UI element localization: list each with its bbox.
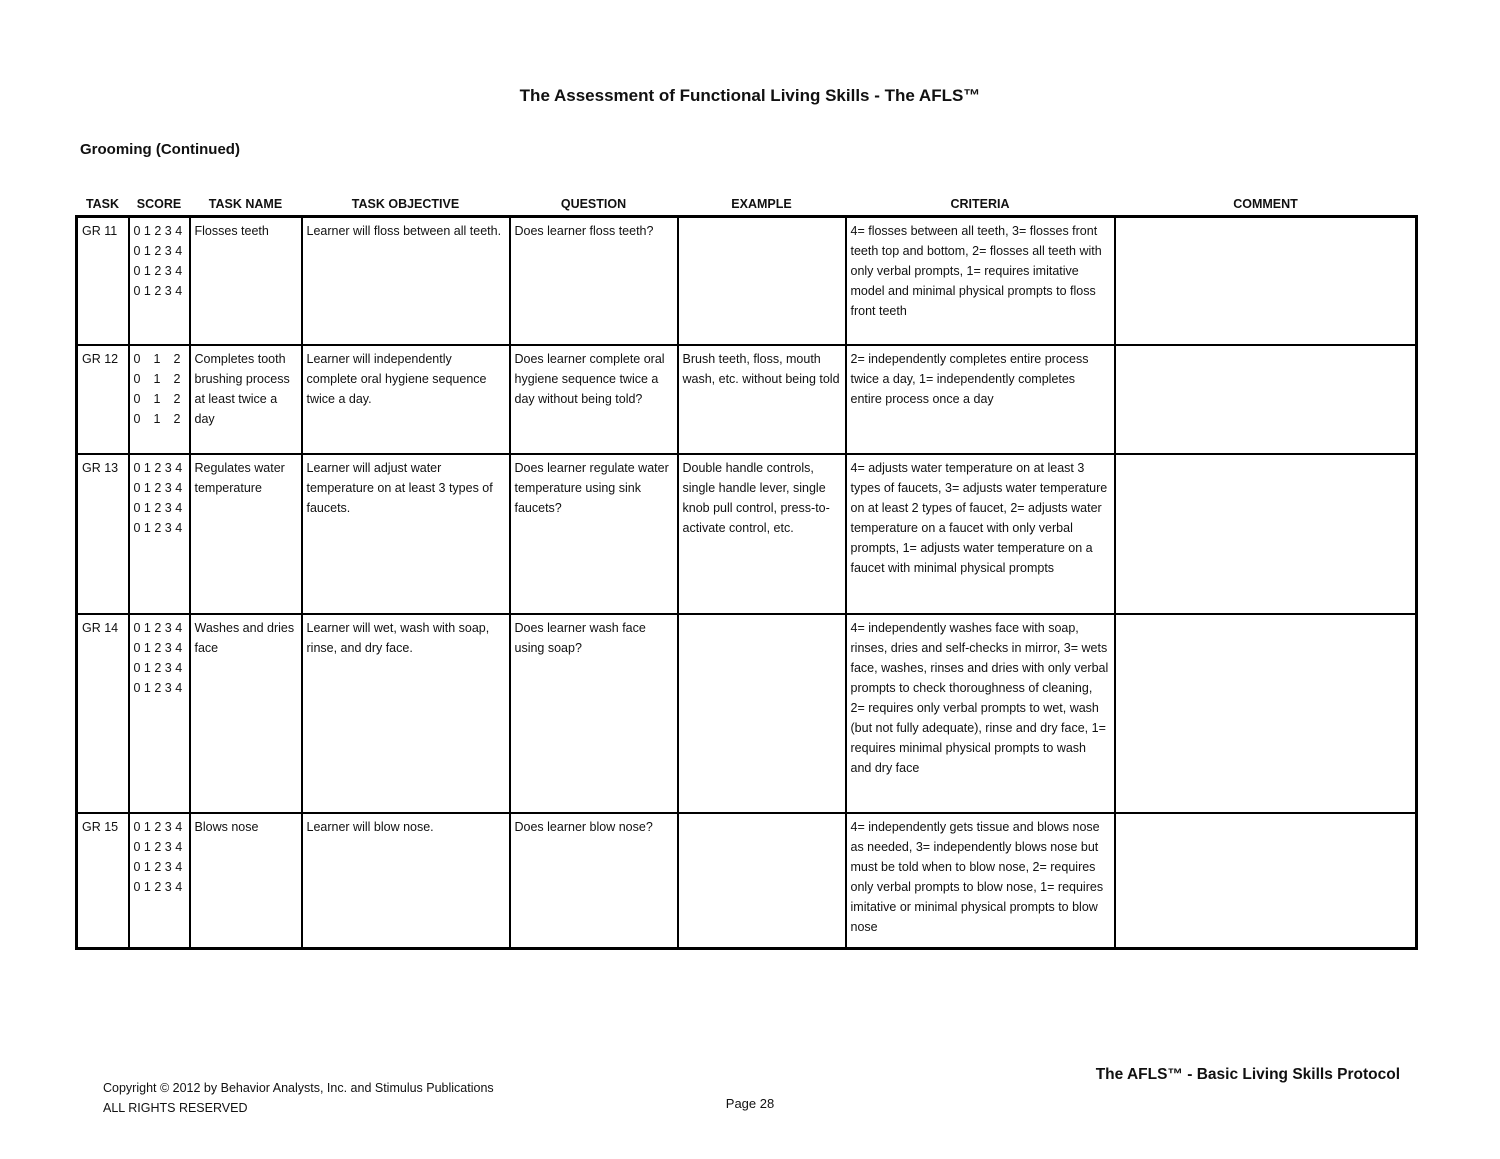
example-cell bbox=[678, 217, 846, 345]
question-cell: Does learner blow nose? bbox=[510, 813, 678, 949]
score-option: 1 bbox=[153, 411, 161, 426]
column-header-score: SCORE bbox=[136, 197, 182, 211]
score-line: 0 1 2 3 4 bbox=[133, 640, 183, 655]
score-option: 2 bbox=[173, 411, 181, 426]
score-option: 0 bbox=[133, 391, 141, 406]
criteria-cell: 4= adjusts water temperature on at least 3 types of faucets, 3= adjusts water temperature on at least 2 types of faucet, 2= adjusts water temperature on a faucet with only verbal prompts, 1= adjusts water temperature on a faucet with minimal physical prompts bbox=[846, 454, 1115, 614]
score-option: 0 bbox=[133, 351, 141, 366]
score-line bbox=[134, 389, 185, 409]
column-header-question: QUESTION bbox=[560, 197, 627, 211]
criteria-cell: 4= flosses between all teeth, 3= flosses front teeth top and bottom, 2= flosses all teeth with only verbal prompts, 1= requires imitative model and minimal physical prompts to floss front teeth bbox=[846, 217, 1115, 345]
example-cell bbox=[678, 614, 846, 813]
score-line: 0 1 2 3 4 bbox=[133, 660, 183, 675]
question-cell: Does learner floss teeth? bbox=[510, 217, 678, 345]
copyright-line: Copyright © 2012 by Behavior Analysts, Inc. and Stimulus Publications bbox=[103, 1081, 494, 1095]
score-line bbox=[134, 409, 185, 429]
score-line bbox=[134, 349, 185, 369]
task-objective-cell: Learner will adjust water temperature on at least 3 types of faucets. bbox=[302, 454, 510, 614]
task-objective-cell: Learner will independently complete oral hygiene sequence twice a day. bbox=[302, 345, 510, 454]
task-objective-cell: Learner will wet, wash with soap, rinse, and dry face. bbox=[302, 614, 510, 813]
example-cell: Double handle controls, single handle lever, single knob pull control, press-to-activate control, etc. bbox=[678, 454, 846, 614]
example-cell bbox=[678, 813, 846, 949]
score-line: 0 1 2 3 4 bbox=[133, 819, 183, 834]
score-line: 0 1 2 3 4 bbox=[133, 264, 183, 278]
score-option: 1 bbox=[153, 391, 161, 406]
score-option: 1 bbox=[153, 371, 161, 386]
score-cell bbox=[129, 813, 190, 949]
doc-title: The Assessment of Functional Living Skills - The AFLS™ bbox=[519, 86, 981, 105]
protocol-title: The AFLS™ - Basic Living Skills Protocol bbox=[1095, 1066, 1400, 1083]
task-objective-cell: Learner will blow nose. bbox=[302, 813, 510, 949]
score-option: 2 bbox=[173, 371, 181, 386]
score-line: 0 1 2 3 4 bbox=[133, 879, 183, 894]
column-header-example: EXAMPLE bbox=[731, 197, 792, 211]
task-id-cell: GR 13 bbox=[77, 454, 129, 614]
section-heading: Grooming (Continued) bbox=[80, 141, 240, 158]
table-row bbox=[77, 454, 1417, 614]
table-row bbox=[77, 345, 1417, 454]
comment-cell bbox=[1115, 454, 1417, 614]
column-header-task: TASK bbox=[85, 197, 120, 211]
score-line: 0 1 2 3 4 bbox=[133, 620, 183, 635]
score-option: 0 bbox=[133, 371, 141, 386]
comment-cell bbox=[1115, 345, 1417, 454]
score-cell bbox=[129, 217, 190, 345]
comment-cell bbox=[1115, 217, 1417, 345]
task-objective-cell: Learner will floss between all teeth. bbox=[302, 217, 510, 345]
task-name-cell: Flosses teeth bbox=[190, 217, 302, 345]
task-id-cell: GR 14 bbox=[77, 614, 129, 813]
score-line: 0 1 2 3 4 bbox=[133, 244, 183, 258]
score-line: 0 1 2 3 4 bbox=[133, 520, 183, 535]
task-name-cell: Completes tooth brushing process at least twice a day bbox=[190, 345, 302, 454]
column-header-comment: COMMENT bbox=[1233, 197, 1298, 211]
task-name-cell: Washes and dries face bbox=[190, 614, 302, 813]
score-option: 0 bbox=[133, 411, 141, 426]
assessment-table bbox=[75, 197, 1418, 950]
table-row bbox=[77, 217, 1417, 345]
score-line: 0 1 2 3 4 bbox=[133, 680, 183, 695]
score-line: 0 1 2 3 4 bbox=[133, 460, 183, 475]
score-line: 0 1 2 3 4 bbox=[133, 839, 183, 854]
table-row bbox=[77, 813, 1417, 949]
comment-cell bbox=[1115, 813, 1417, 949]
task-id-cell: GR 15 bbox=[77, 813, 129, 949]
score-cell bbox=[129, 345, 190, 454]
question-cell: Does learner complete oral hygiene sequence twice a day without being told? bbox=[510, 345, 678, 454]
score-line: 0 1 2 3 4 bbox=[133, 224, 183, 238]
score-cell bbox=[129, 454, 190, 614]
column-header-criteria: CRITERIA bbox=[950, 197, 1010, 211]
score-line: 0 1 2 3 4 bbox=[133, 859, 183, 874]
question-cell: Does learner regulate water temperature using sink faucets? bbox=[510, 454, 678, 614]
table-body bbox=[77, 217, 1417, 949]
column-header-row bbox=[77, 197, 1417, 217]
rights-line: ALL RIGHTS RESERVED bbox=[103, 1101, 248, 1115]
score-option: 2 bbox=[173, 391, 181, 406]
criteria-cell: 4= independently washes face with soap, rinses, dries and self-checks in mirror, 3= wets face, washes, rinses and dries with only verbal prompts to check thoroughness of cleaning, 2= requires only verbal prompts to wet, wash (but not fully adequate), rinse and dry face, 1= requires minimal physical prompts to wash and dry face bbox=[846, 614, 1115, 813]
task-id-cell: GR 11 bbox=[77, 217, 129, 345]
comment-cell bbox=[1115, 614, 1417, 813]
column-header-task-objective: TASK OBJECTIVE bbox=[351, 197, 460, 211]
score-line bbox=[134, 369, 185, 389]
example-cell: Brush teeth, floss, mouth wash, etc. without being told bbox=[678, 345, 846, 454]
task-id-cell: GR 12 bbox=[77, 345, 129, 454]
column-header-task-name: TASK NAME bbox=[208, 197, 283, 211]
assessment-table-wrap bbox=[75, 197, 1417, 950]
score-line: 0 1 2 3 4 bbox=[133, 480, 183, 495]
table-row bbox=[77, 614, 1417, 813]
task-name-cell: Regulates water temperature bbox=[190, 454, 302, 614]
criteria-cell: 2= independently completes entire process twice a day, 1= independently completes entire process once a day bbox=[846, 345, 1115, 454]
score-option: 1 bbox=[153, 351, 161, 366]
task-name-cell: Blows nose bbox=[190, 813, 302, 949]
criteria-cell: 4= independently gets tissue and blows nose as needed, 3= independently blows nose but must be told when to blow nose, 2= requires only verbal prompts to blow nose, 1= requires imitative or minimal physical prompts to blow nose bbox=[846, 813, 1115, 949]
question-cell: Does learner wash face using soap? bbox=[510, 614, 678, 813]
score-cell bbox=[129, 614, 190, 813]
score-option: 2 bbox=[173, 351, 181, 366]
score-line: 0 1 2 3 4 bbox=[133, 500, 183, 515]
score-line: 0 1 2 3 4 bbox=[133, 284, 183, 298]
page-number: Page 28 bbox=[725, 1096, 775, 1111]
